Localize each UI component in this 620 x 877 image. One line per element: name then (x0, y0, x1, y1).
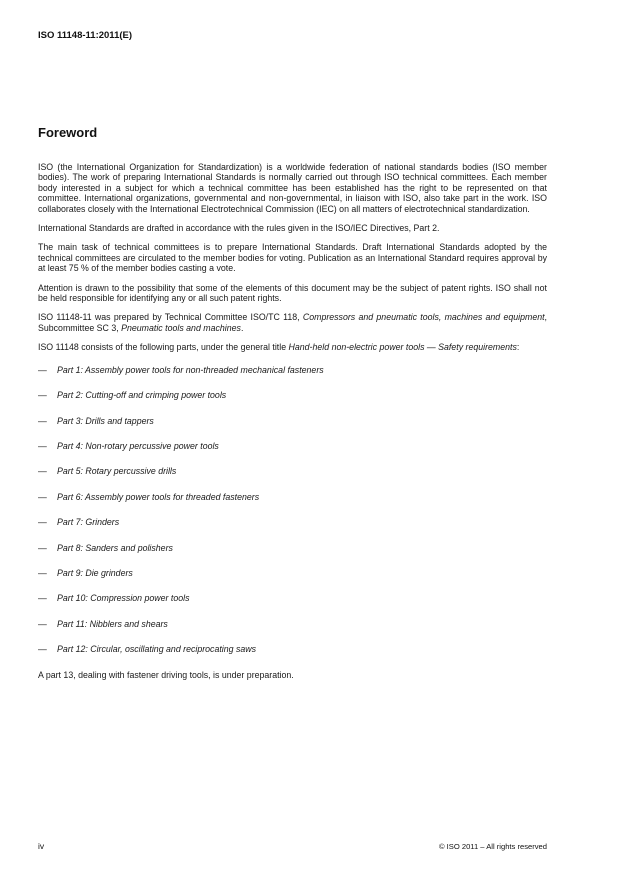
list-item-part-8 (38, 543, 547, 553)
paragraph-patent-rights: Attention is drawn to the possibility that some of the elements of this document may be the subject of patent rights. ISO shall not be held responsible for identifying any or all such patent rights. (38, 282, 547, 304)
part-label: Part 12: Circular, oscillating and reciprocating saws (57, 644, 256, 655)
part-label: Part 4: Non-rotary percussive power tools (57, 440, 219, 451)
paragraph-part-13-note: A part 13, dealing with fastener driving tools, is under preparation. (38, 669, 294, 680)
list-item-part-4 (38, 441, 547, 451)
part-label: Part 11: Nibblers and shears (57, 618, 168, 629)
series-text-1: ISO 11148 consists of the following parts, under the general title (38, 342, 289, 353)
list-dash: — (38, 466, 47, 477)
part-label: Part 10: Compression power tools (57, 593, 190, 604)
document-reference-header: ISO 11148-11:2011(E) (38, 30, 133, 41)
list-item-part-9 (38, 568, 547, 578)
list-item-part-6 (38, 492, 547, 502)
page-number: iv (38, 841, 45, 851)
list-dash: — (38, 593, 47, 604)
list-dash: — (38, 644, 47, 655)
paragraph-main-task: The main task of technical committees is to prepare International Standards. Draft International Standards adopted by the technical committees are circulated to the member bodies for voting. Publication as an International Standard requires approval by at least 75 % of the member bodies casting a vote. (38, 242, 547, 274)
subcommittee-name-italic: Pneumatic tools and machines (121, 322, 241, 333)
list-dash: — (38, 542, 47, 553)
list-item-part-11 (38, 619, 547, 629)
list-item-part-3 (38, 416, 547, 426)
part-label: Part 6: Assembly power tools for threaded fasteners (57, 491, 260, 502)
list-item-part-5 (38, 466, 547, 476)
paragraph-committee (38, 312, 547, 333)
committee-text-3: . (240, 322, 244, 333)
copyright-notice: © ISO 2011 – All rights reserved (438, 842, 547, 851)
paragraph-series-intro (38, 342, 547, 352)
list-dash: — (38, 491, 47, 502)
committee-text-2: , Subcommittee SC 3, (38, 312, 547, 333)
part-label: Part 1: Assembly power tools for non-threaded mechanical fasteners (57, 364, 324, 375)
part-label: Part 8: Sanders and polishers (57, 542, 173, 553)
foreword-title: Foreword (38, 125, 98, 140)
part-label: Part 3: Drills and tappers (57, 415, 154, 426)
committee-text-1: ISO 11148-11 was prepared by Technical Committee ISO/TC 118, (38, 312, 303, 323)
part-label: Part 2: Cutting-off and crimping power tools (57, 390, 227, 401)
list-dash: — (38, 415, 47, 426)
part-label: Part 9: Die grinders (57, 567, 133, 578)
paragraph-directives: International Standards are drafted in accordance with the rules given in the ISO/IEC Directives, Part 2. (38, 223, 440, 234)
part-label: Part 5: Rotary percussive drills (57, 466, 177, 477)
page-footer (38, 841, 547, 851)
list-dash: — (38, 364, 47, 375)
paragraph-iso-federation: ISO (the International Organization for Standardization) is a worldwide federation of national standards bodies (ISO member bodies). The work of preparing International Standards is normally carried out through ISO technical committees. Each member body interested in a subject for which a technical committee has been established has the right to be represented on that committee. International organizations, governmental and non-governmental, in liaison with ISO, also take part in the work. ISO collaborates closely with the International Electrotechnical Commission (IEC) on all matters of electrotechnical standardization. (38, 162, 547, 214)
list-dash: — (38, 517, 47, 528)
list-dash: — (38, 440, 47, 451)
list-dash: — (38, 618, 47, 629)
committee-name-italic: Compressors and pneumatic tools, machines and equipment (302, 312, 545, 323)
parts-list (38, 365, 547, 655)
part-label: Part 7: Grinders (57, 517, 120, 528)
list-dash: — (38, 390, 47, 401)
list-item-part-2 (38, 390, 547, 400)
series-text-2: : (516, 342, 520, 353)
list-item-part-10 (38, 593, 547, 603)
list-item-part-12 (38, 644, 547, 654)
series-title-italic: Hand-held non-electric power tools — Safety requirements (288, 342, 517, 353)
list-item-part-1 (38, 365, 547, 375)
list-dash: — (38, 567, 47, 578)
list-item-part-7 (38, 517, 547, 527)
